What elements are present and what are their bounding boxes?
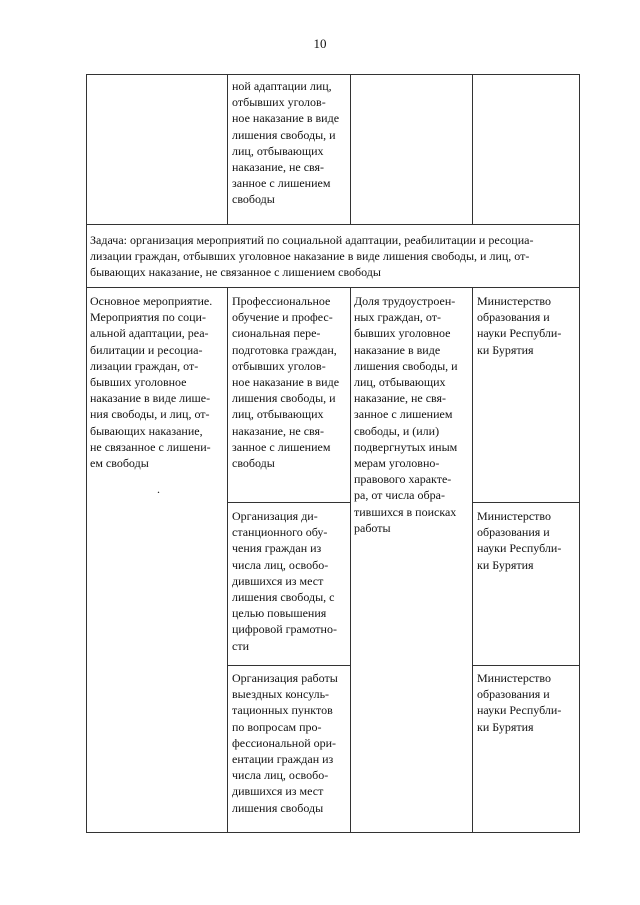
table-right-border (579, 74, 580, 833)
column-divider-1 (227, 74, 228, 224)
column-divider-1 (227, 287, 228, 833)
executor-1-text: Министерство образования и науки Республи- ки Бурятия (477, 294, 562, 357)
task-row-text: Задача: организация мероприятий по социальной адаптации, реабилитации и ресоциа- лизации граждан, отбывших уголовное наказание в виде лишения свободы, и лиц, от- бывающих наказание, не связанное с лишением свободы (90, 233, 534, 280)
table-bottom-border (86, 832, 580, 833)
event-separator-1 (227, 502, 351, 503)
column-divider-2 (350, 287, 351, 833)
executor-separator-1 (472, 502, 580, 503)
page-number: 10 (313, 36, 327, 51)
executor-2-text: Министерство образования и науки Республи- ки Бурятия (477, 509, 562, 572)
top-row-event-text: ной адаптации лиц, отбывших уголов- ное наказание в виде лишения свободы, и лиц, отбывающих наказание, не свя- занное с лишением свободы (232, 79, 340, 207)
executor-3-text: Министерство образования и науки Республи- ки Бурятия (477, 671, 562, 734)
table-left-border (86, 74, 87, 833)
event-1-text: Профессиональное обучение и профес- сиональная пере- подготовка граждан, отбывших уголов- ное наказание в виде лишения свободы, и лиц, отбывающих наказание, не свя- занное с лишением свободы (232, 294, 340, 471)
stray-mark: . (157, 482, 160, 496)
event-3-text: Организация работы выездных консуль- тационных пунктов по вопросам про- фессиональной ори- ентации граждан из числа лиц, освобо- дившихся из мест лишения свободы (232, 671, 338, 815)
column-divider-2 (350, 74, 351, 224)
column-divider-3 (472, 287, 473, 833)
task-row-top-border (86, 224, 580, 225)
column-divider-3 (472, 74, 473, 224)
indicator-text: Доля трудоустроен- ных граждан, от- бывших уголовное наказание в виде лишения свободы, и лиц, отбывающих наказание, не свя- занное с лишением свободы, и (или) подвергнутых иным мерам уголовно- правового характе- ра, от числа обра- тившихся в поисках работы (354, 294, 458, 535)
task-row-bottom-border (86, 287, 580, 288)
table-top-border (86, 74, 580, 75)
event-2-text: Организация ди- станционного обу- чения граждан из числа лиц, освобо- дившихся из мест лишения свободы, с целью повышения цифровой грамотно- сти (232, 509, 337, 653)
event-separator-2 (227, 665, 351, 666)
executor-separator-2 (472, 665, 580, 666)
main-event-text: Основное мероприятие. Мероприятия по соци- альной адаптации, реа- билитации и ресоциа- лизации граждан, от- бывших уголовное наказание в виде лише- ния свободы, и лиц, от- бывающих наказание, не связанное с лишени- ем свободы (90, 294, 213, 471)
